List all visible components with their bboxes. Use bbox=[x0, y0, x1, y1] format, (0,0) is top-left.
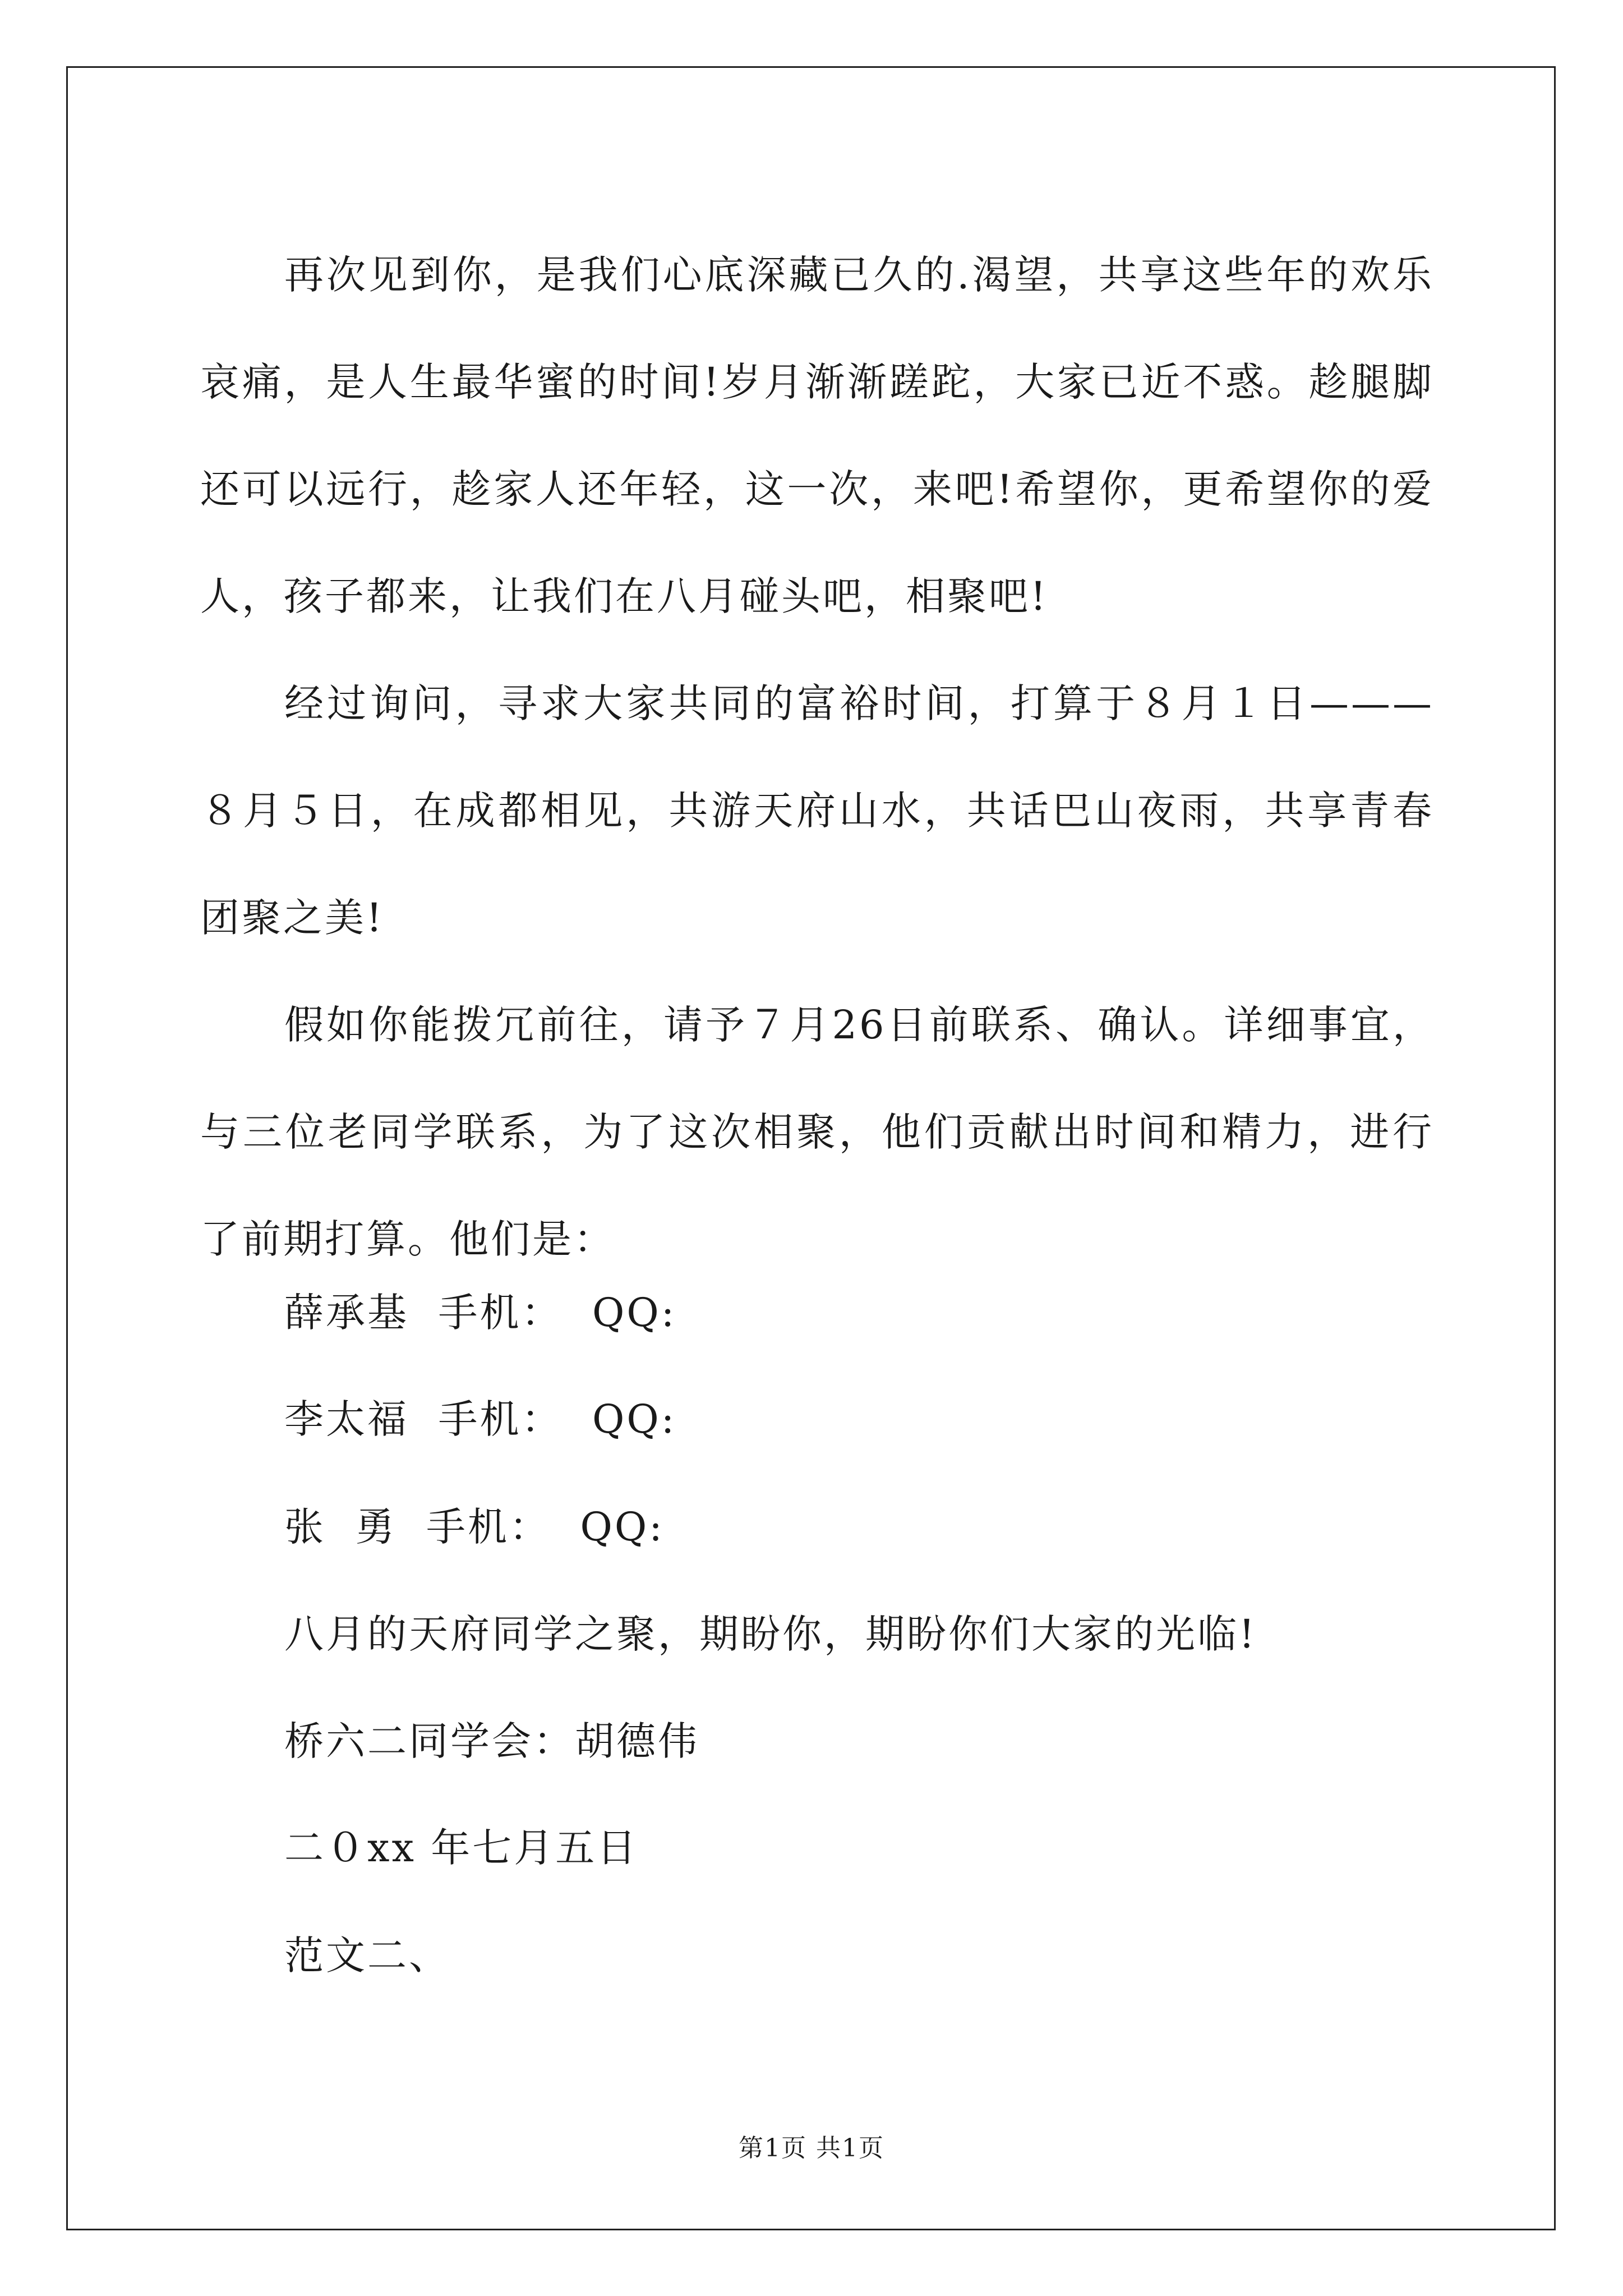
contact-line-1: 薛承基 手机： QQ: bbox=[284, 1290, 677, 1336]
paragraph-schedule: 经过询问，寻求大家共同的富裕时间，打算于８月１日———８月５日，在成都相见，共游天府山水，共话巴山夜雨，共享青春团聚之美! bbox=[200, 680, 1434, 941]
paragraph-invitation: 再次见到你，是我们心底深藏已久的.渴望，共享这些年的欢乐哀痛，是人生最华蜜的时间!岁月渐渐蹉跎，大家已近不惑。趁腿脚还可以远行，趁家人还年轻，这一次，来吧!希望你，更希望你的爱人，孩子都来，让我们在八月碰头吧，相聚吧! bbox=[200, 252, 1434, 619]
contact-line-2: 李太福 手机： QQ: bbox=[284, 1396, 677, 1442]
document-body bbox=[200, 222, 1434, 1293]
contact-line-3: 张 勇 手机： QQ: bbox=[284, 1504, 665, 1550]
paragraph-contact-intro: 假如你能拨冗前往，请予７月26日前联系、确认。详细事宜，与三位老同学联系，为了这次相聚，他们贡献出时间和精力，进行了前期打算。他们是： bbox=[200, 1002, 1434, 1262]
date-line: 二０xx 年七月五日 bbox=[284, 1825, 639, 1871]
section-heading: 范文二、 bbox=[284, 1932, 450, 1978]
closing-line: 八月的天府同学之聚，期盼你，期盼你们大家的光临! bbox=[284, 1611, 1257, 1657]
page-footer: 第1页 共1页 bbox=[739, 2134, 884, 2162]
signature-line: 桥六二同学会：胡德伟 bbox=[284, 1718, 699, 1764]
